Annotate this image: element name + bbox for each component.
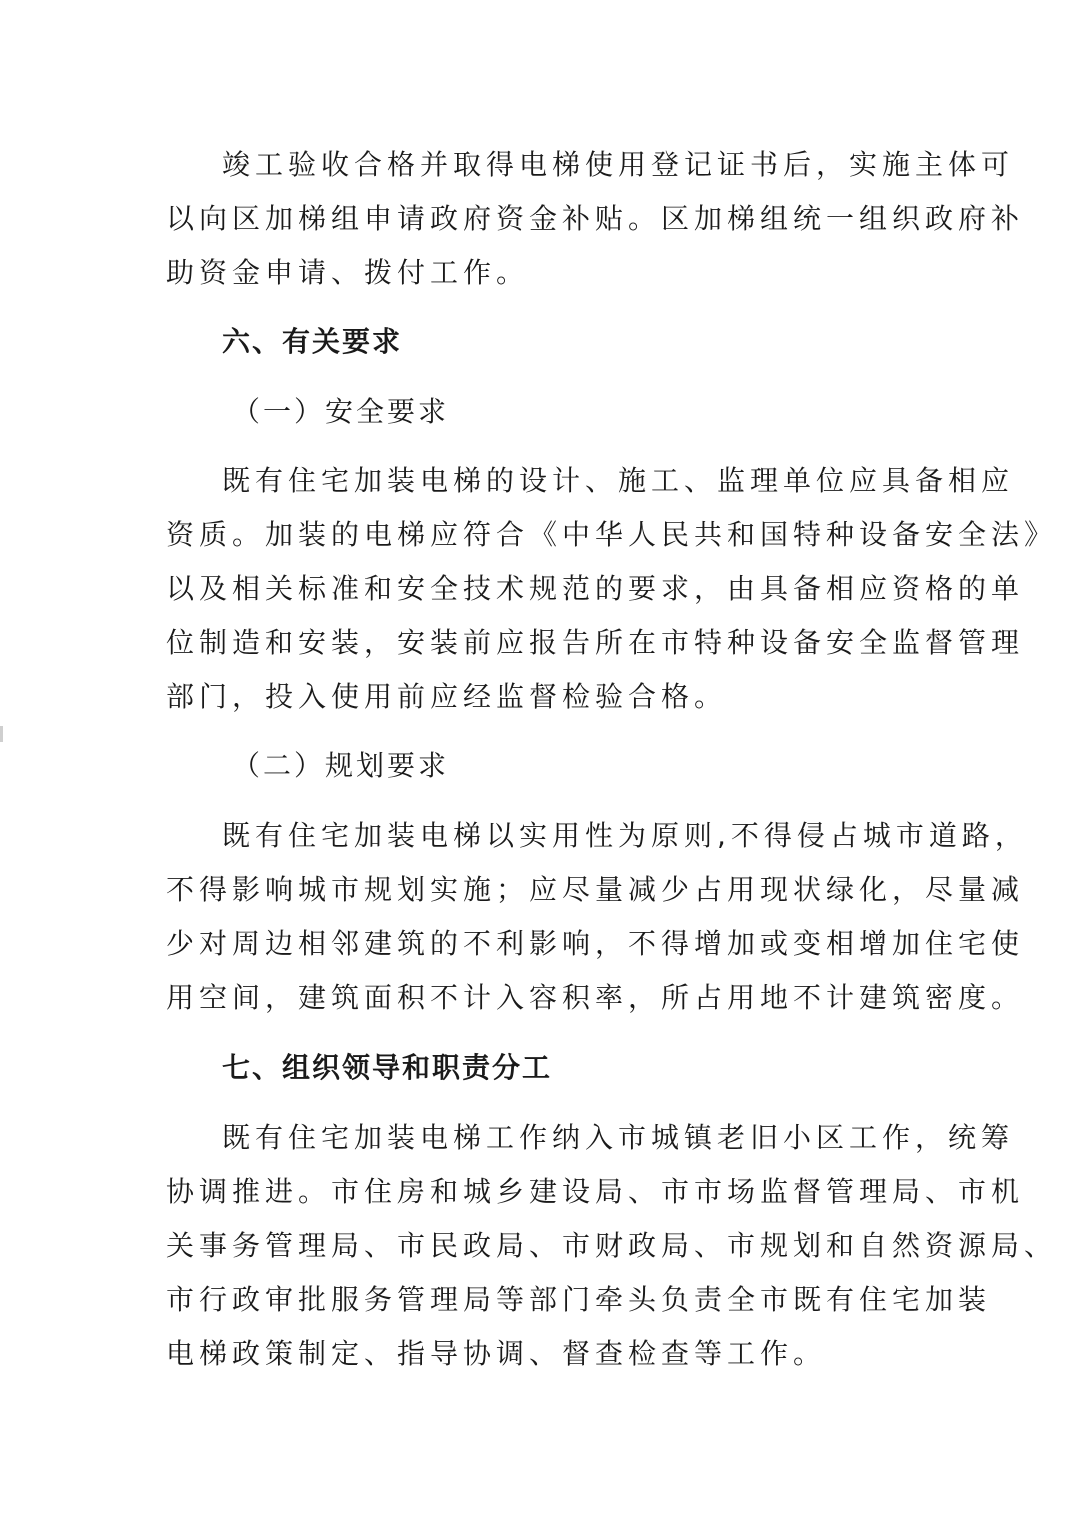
paragraph-line: 既有住宅加装电梯工作纳入市城镇老旧小区工作，统筹 [222, 1121, 1015, 1154]
paragraph-line: 市行政审批服务管理局等部门牵头负责全市既有住宅加装 [166, 1283, 992, 1316]
paragraph-line: 用空间，建筑面积不计入容积率，所占用地不计建筑密度。 [166, 981, 1025, 1014]
paragraph-line: 以向区加梯组申请政府资金补贴。区加梯组统一组织政府补 [166, 202, 1025, 235]
paragraph-line: 既有住宅加装电梯以实用性为原则,不得侵占城市道路， [222, 819, 1028, 852]
paragraph-line: 关事务管理局、市民政局、市财政局、市规划和自然资源局、 [166, 1229, 1058, 1262]
paragraph-line: 少对周边相邻建筑的不利影响，不得增加或变相增加住宅使 [166, 927, 1025, 960]
paragraph-line: 不得影响城市规划实施；应尽量减少占用现状绿化，尽量减 [166, 873, 1025, 906]
paragraph-line: 电梯政策制定、指导协调、督查检查等工作。 [166, 1337, 827, 1370]
paragraph-line: 协调推进。市住房和城乡建设局、市市场监督管理局、市机 [166, 1175, 1025, 1208]
paragraph-line: 资质。加装的电梯应符合《中华人民共和国特种设备安全法》 [166, 518, 1058, 551]
section-heading: 六、有关要求 [222, 325, 403, 358]
paragraph-line: 以及相关标准和安全技术规范的要求，由具备相应资格的单 [166, 572, 1025, 605]
section-heading: 七、组织领导和职责分工 [222, 1051, 553, 1084]
margin-mark [0, 726, 3, 742]
paragraph-line: 部门，投入使用前应经监督检验合格。 [166, 680, 728, 713]
paragraph-line: 竣工验收合格并取得电梯使用登记证书后，实施主体可 [222, 148, 1015, 181]
subsection-heading: （二）规划要求 [232, 749, 450, 782]
paragraph-line: 助资金申请、拨付工作。 [166, 256, 530, 289]
paragraph-line: 位制造和安装，安装前应报告所在市特种设备安全监督管理 [166, 626, 1025, 659]
subsection-heading: （一）安全要求 [232, 395, 450, 428]
paragraph-line: 既有住宅加装电梯的设计、施工、监理单位应具备相应 [222, 464, 1015, 497]
